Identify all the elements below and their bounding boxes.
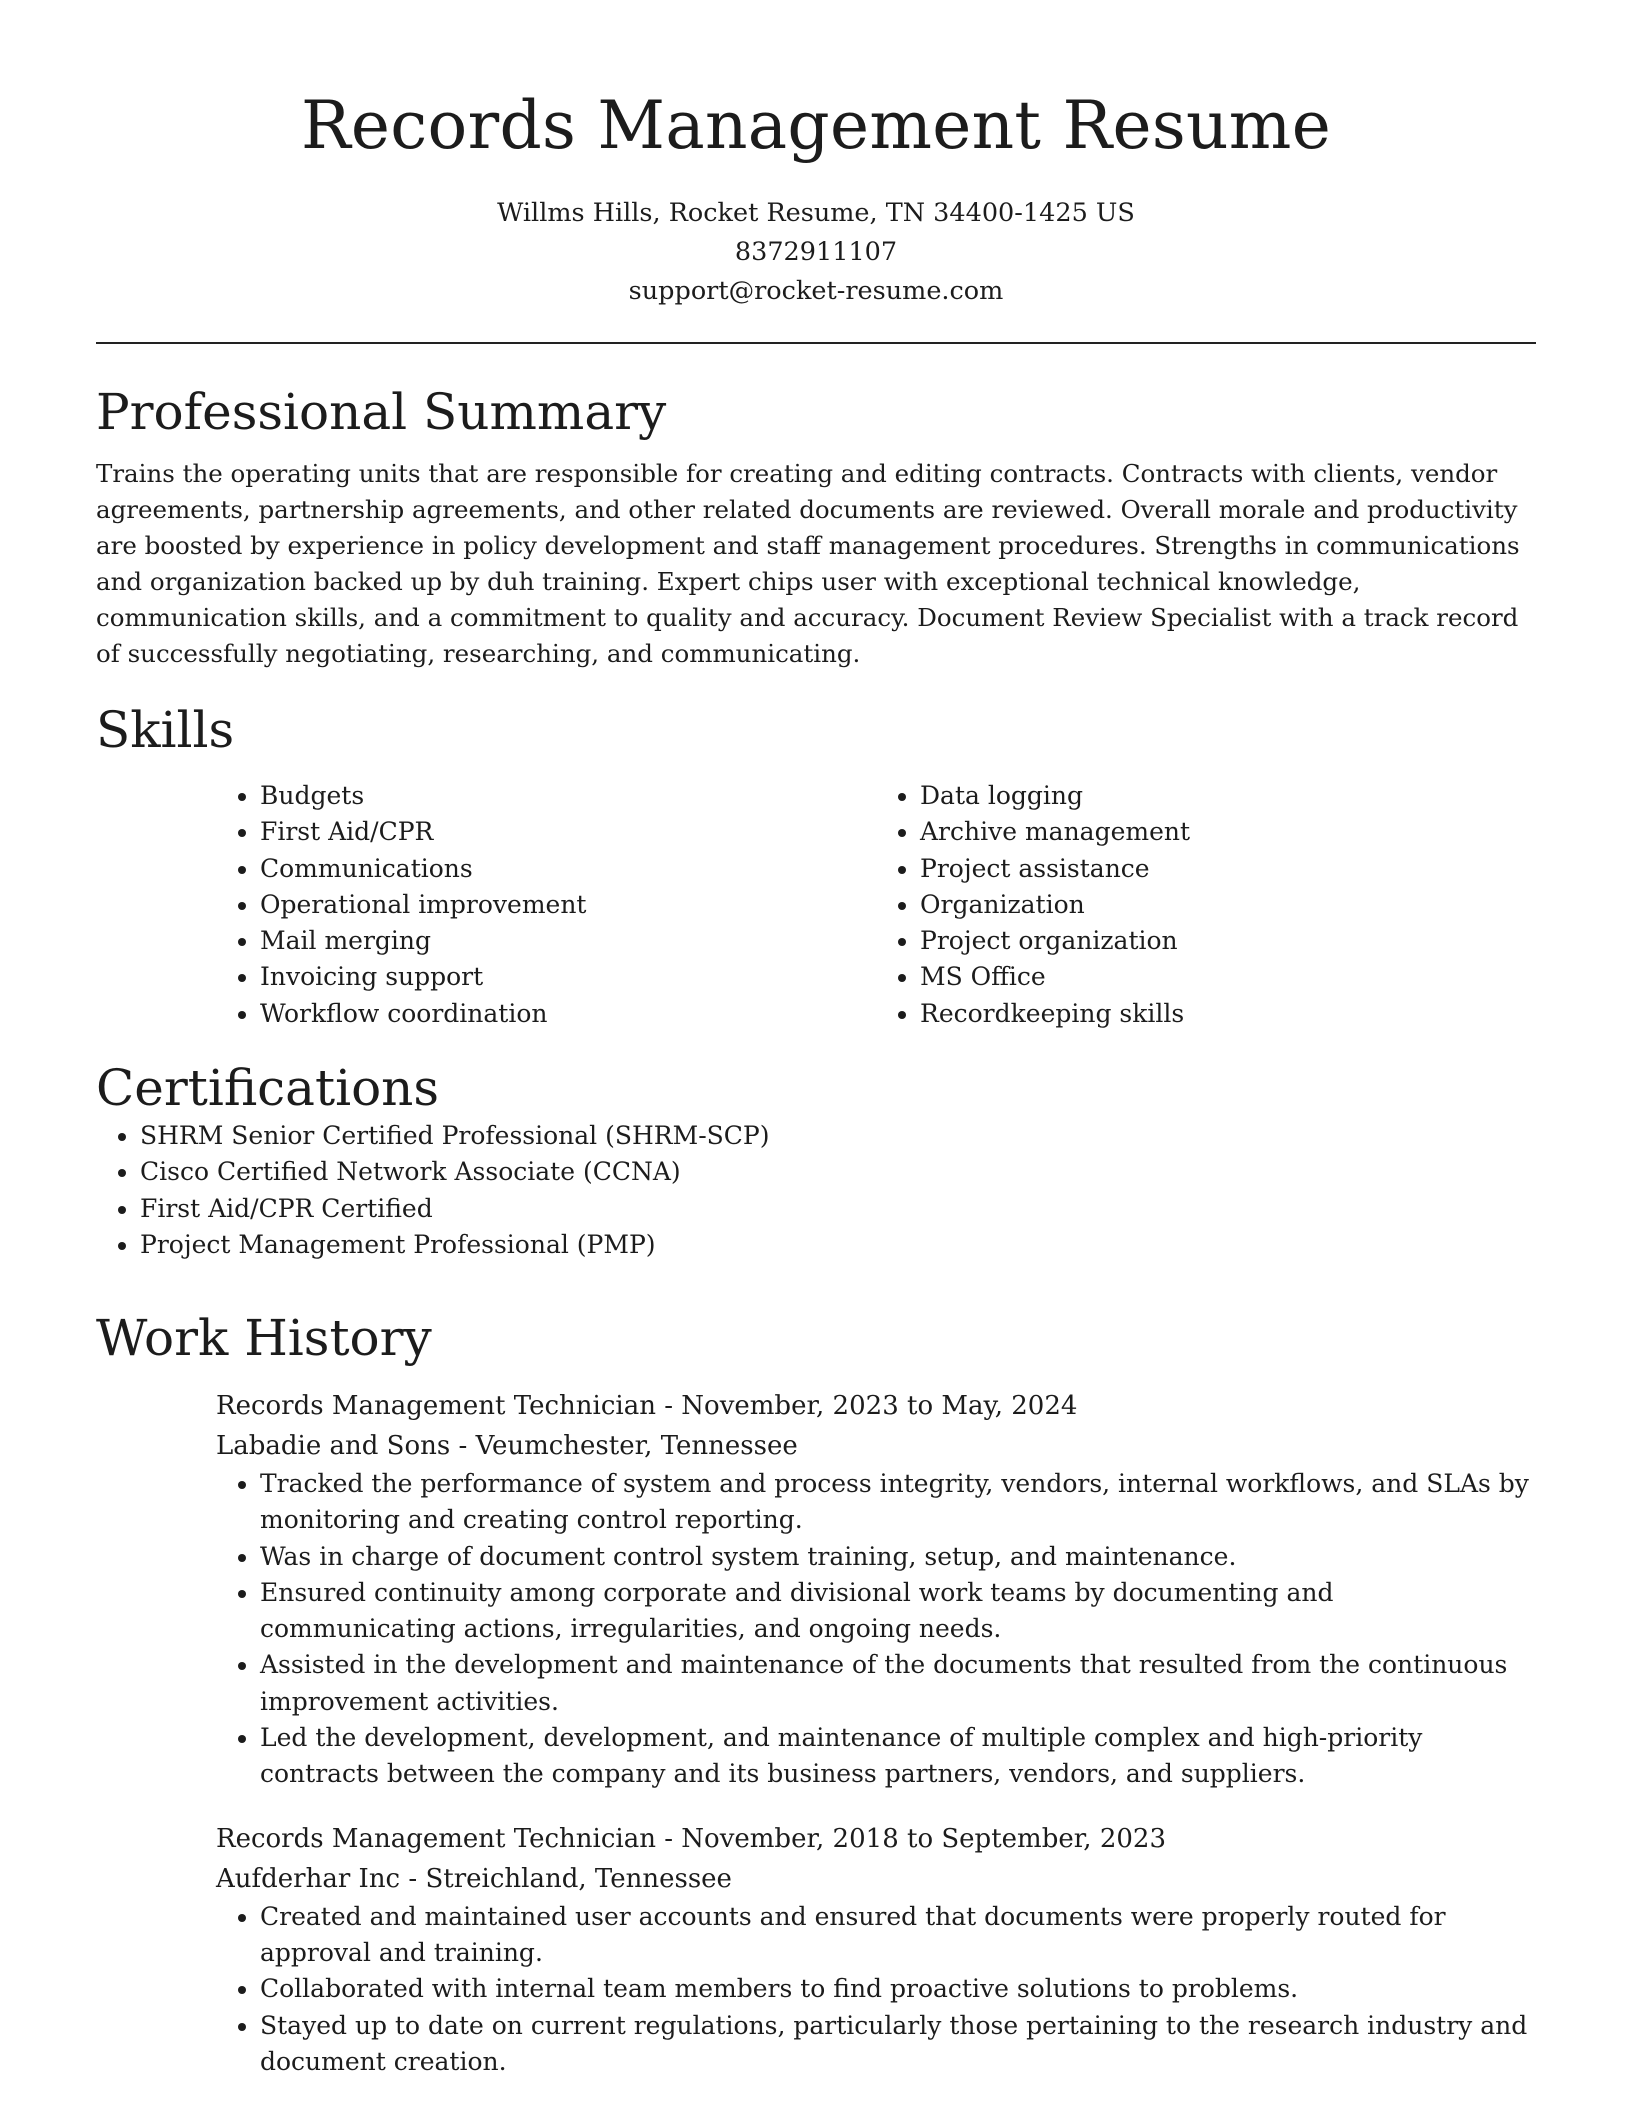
contact-block	[0, 194, 1632, 311]
job-location: Veumchester, Tennessee	[475, 1431, 798, 1461]
certification-item: • SHRM Senior Certified Professional (SHRM-SCP)	[140, 1118, 1536, 1154]
email: support@rocket-resume.com	[628, 276, 1004, 306]
skills-section	[96, 700, 1536, 1032]
job-location: Streichland, Tennessee	[425, 1863, 732, 1894]
job-bullets	[216, 1899, 1536, 2080]
job-bullet: • Assisted in the development and maintenance of the documents that resulted from the continuous improvement activities.	[260, 1647, 1536, 1720]
skill-item: • Operational improvement	[260, 887, 876, 923]
skill-item: • Workflow coordination	[260, 996, 876, 1032]
skills-list-right	[876, 778, 1536, 1032]
job-bullet: • Tracked the performance of system and process integrity, vendors, internal workflows, and SLAs by monitoring and creating control reporting.	[260, 1466, 1536, 1539]
job-bullet: • Ensured continuity among corporate and divisional work teams by documenting and communicating actions, irregularities, and ongoing needs.	[260, 1575, 1536, 1648]
job-entry	[216, 1819, 1536, 2080]
job-bullet: • Created and maintained user accounts and ensured that documents were properly routed for approval and training.	[260, 1899, 1536, 1972]
job-bullet: • Stayed up to date on current regulations, particularly those pertaining to the research industry and document creation.	[260, 2008, 1536, 2081]
job-bullet: • Collaborated with internal team members to find proactive solutions to problems.	[260, 1971, 1536, 2007]
resume-header	[0, 0, 1632, 311]
header-divider	[96, 342, 1536, 344]
job-dates: November, 2023 to May, 2024	[681, 1391, 1078, 1421]
summary-section	[96, 382, 1536, 672]
summary-text: Trains the operating units that are responsible for creating and editing contracts. Contracts with clients, vendor agreements, partnership agreements, and other related documents are reviewed. Overall morale and productivity are boosted by experience in policy development and staff management procedures. Strengths in communications and organization backed up by duh training. Expert chips user with exceptional technical knowledge, communication skills, and a commitment to quality and accuracy. Document Review Specialist with a track record of successfully negotiating, researching, and communicating.	[96, 459, 1520, 668]
certifications-heading: Certifications	[96, 1059, 440, 1117]
skill-item: • Communications	[260, 851, 876, 887]
skills-columns	[216, 778, 1536, 1032]
skill-item: • Recordkeeping skills	[920, 996, 1536, 1032]
job-dates: November, 2018 to September, 2023	[681, 1823, 1166, 1854]
skill-item: • First Aid/CPR	[260, 814, 876, 850]
job-bullets	[216, 1466, 1536, 1793]
job-entry	[216, 1386, 1536, 1793]
certification-item: • Project Management Professional (PMP)	[140, 1227, 1536, 1263]
job-company: Aufderhar Inc	[216, 1863, 401, 1894]
skill-item: • Project assistance	[920, 851, 1536, 887]
job-bullet: • Led the development, development, and maintenance of multiple complex and high-priority contracts between the company and its business partners, vendors, and suppliers.	[260, 1720, 1536, 1793]
skills-heading: Skills	[96, 701, 235, 759]
job-title: Records Management Technician	[216, 1391, 656, 1421]
skill-item: • MS Office	[920, 959, 1536, 995]
job-title: Records Management Technician	[216, 1823, 656, 1854]
resume-title: Records Management Resume	[300, 87, 1332, 164]
work-history-section	[96, 1308, 1536, 2080]
certifications-list	[96, 1118, 1536, 1263]
job-title-line: Records Management Technician - November, 2023 to May, 2024	[216, 1391, 1078, 1421]
certifications-section	[96, 1058, 1536, 1263]
job-company-line: Aufderhar Inc - Streichland, Tennessee	[216, 1863, 732, 1894]
job-company: Labadie and Sons	[216, 1431, 451, 1461]
skill-item: • Mail merging	[260, 923, 876, 959]
skill-item: • Budgets	[260, 778, 876, 814]
work-history-heading: Work History	[96, 1309, 432, 1367]
skill-item: • Project organization	[920, 923, 1536, 959]
job-bullet: • Was in charge of document control system training, setup, and maintenance.	[260, 1539, 1536, 1575]
address: Willms Hills, Rocket Resume, TN 34400-1425 US	[497, 198, 1135, 228]
certification-item: • Cisco Certified Network Associate (CCNA)	[140, 1154, 1536, 1190]
skill-item: • Organization	[920, 887, 1536, 923]
skill-item: • Invoicing support	[260, 959, 876, 995]
phone: 8372911107	[734, 237, 898, 267]
job-company-line: Labadie and Sons - Veumchester, Tennessee	[216, 1431, 798, 1461]
skill-item: • Archive management	[920, 814, 1536, 850]
summary-heading: Professional Summary	[96, 383, 667, 441]
job-title-line: Records Management Technician - November, 2018 to September, 2023	[216, 1823, 1166, 1854]
skill-item: • Data logging	[920, 778, 1536, 814]
certification-item: • First Aid/CPR Certified	[140, 1191, 1536, 1227]
skills-list-left	[216, 778, 876, 1032]
